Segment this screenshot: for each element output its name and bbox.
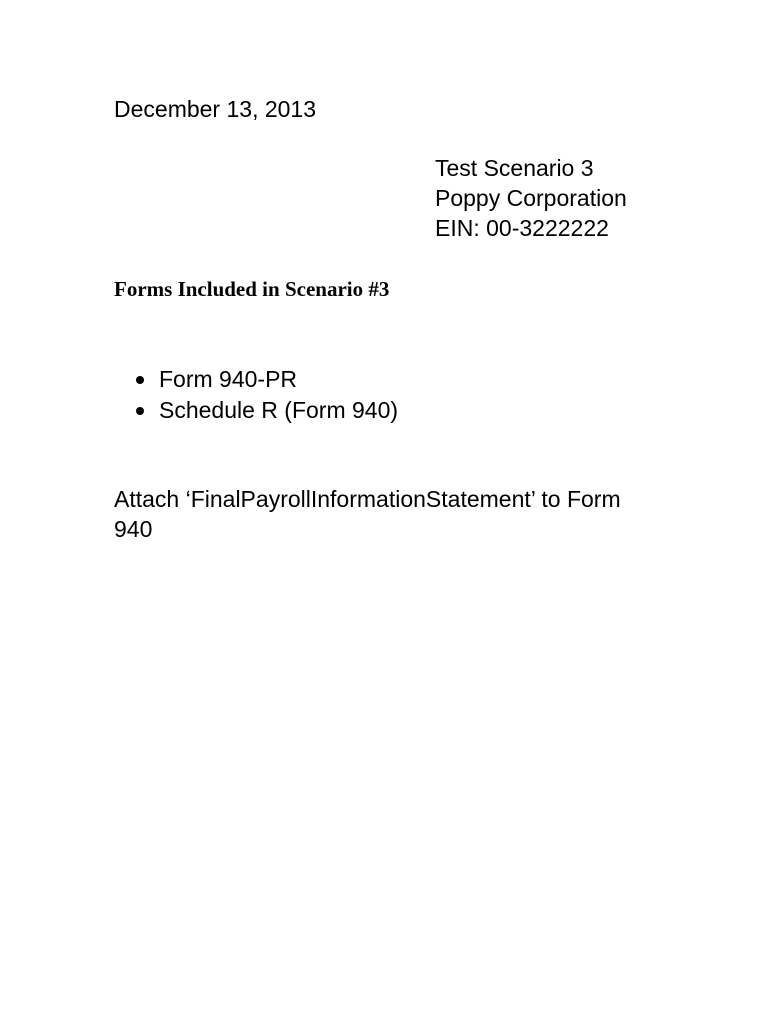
form-name: Schedule R (Form 940) — [159, 397, 399, 423]
forms-heading: Forms Included in Scenario #3 — [114, 277, 390, 301]
form-list-item — [136, 395, 398, 426]
forms-list — [136, 364, 398, 426]
document-date: December 13, 2013 — [114, 96, 317, 122]
ein-number: EIN: 00-3222222 — [435, 215, 609, 241]
company-name: Poppy Corporation — [435, 185, 627, 211]
form-list-item — [136, 364, 398, 395]
bullet-icon — [136, 407, 144, 415]
attachment-note: Attach ‘FinalPayrollInformationStatement’ to Form 940 — [114, 486, 621, 542]
bullet-icon — [136, 376, 144, 384]
form-name: Form 940-PR — [159, 366, 298, 392]
scenario-title: Test Scenario 3 — [435, 155, 594, 181]
scenario-info-block — [435, 153, 627, 243]
